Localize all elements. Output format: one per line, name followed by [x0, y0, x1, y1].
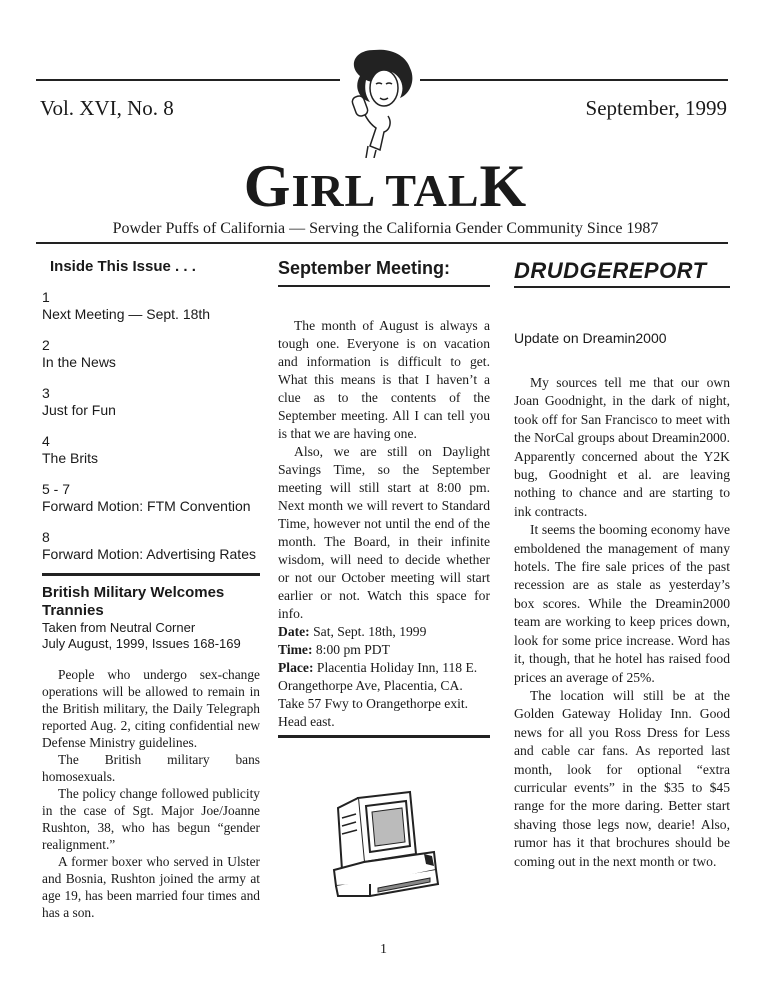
drudge-subheading: Update on Dreamin2000	[514, 330, 667, 346]
newsletter-subtitle: Powder Puffs of California — Serving the California Gender Community Since 1987	[112, 220, 659, 237]
inside-issue-heading: Inside This Issue . . .	[50, 258, 196, 275]
british-article-heading: British Military Welcomes Trannies	[42, 584, 225, 619]
british-source: Taken from Neutral Corner	[42, 620, 196, 635]
paragraph: Also, we are still on Daylight Savings Time, so the September meeting will still start at 8:00 pm. Next month we will revert to Standard Time, however not until the end of the month. The Board, in their infinite wisdom, will need to decide whether or not our October meeting will start earlier or not. Watch this space for info.	[278, 444, 490, 621]
middle-column	[278, 258, 490, 738]
drudge-body	[514, 374, 730, 871]
toc-item[interactable]: 8 Forward Motion: Advertising Rates	[42, 529, 256, 562]
toc-item[interactable]: 1 Next Meeting — Sept. 18th	[42, 289, 211, 322]
meeting-details	[278, 623, 490, 731]
british-source-issue: July August, 1999, Issues 168-169	[42, 636, 241, 651]
computer-icon	[330, 788, 440, 908]
date-label: Date:	[278, 624, 310, 639]
meeting-end-rule	[278, 735, 490, 738]
meeting-heading: September Meeting:	[278, 258, 451, 278]
date-value: Sat, Sept. 18th, 1999	[309, 624, 427, 639]
paragraph: The location will still be at the Golden Gateway Holiday Inn. Good news for all you Ross Dress for Less and cable car fans. As reported last month, look for optional “extra curricular events” in the $35 to $45 range for the more daring. Better start shaving those legs now, dearie! Also, rumor has it that brochures should be coming out in the next month or two.	[514, 687, 730, 869]
place-label: Place:	[278, 660, 314, 675]
newsletter-title	[0, 152, 771, 221]
meeting-body	[278, 317, 490, 623]
paragraph: People who undergo sex-change operations will be allowed to remain in the British military, the Daily Telegraph reported Aug. 2, citing confidential new Defense Ministry guidelines.	[42, 667, 260, 750]
drudge-heading-rule	[514, 286, 730, 288]
title-final-k: K	[479, 153, 528, 219]
toc-item[interactable]: 3 Just for Fun	[42, 385, 116, 418]
toc-item[interactable]: 2 In the News	[42, 337, 116, 370]
paragraph: It seems the booming economy have emboldened the management of many hotels. The fire sale prices of the past recession are as stale as yesterday’s box scores. While the Dreamin2000 team are working to keep prices down, look for some price increase. Word has it, though, that he hotel has raised food prices an average of 25%.	[514, 522, 730, 685]
paragraph: A former boxer who served in Ulster and Bosnia, Rushton joined the army at age 19, has been married four times and has a son.	[42, 854, 260, 920]
masthead-bottom-rule	[36, 242, 728, 244]
volume-number: Vol. XVI, No. 8	[40, 96, 174, 120]
meeting-heading-rule	[278, 285, 490, 287]
woman-on-phone-logo	[340, 46, 420, 158]
paragraph: The British military bans homosexuals.	[42, 752, 260, 784]
title-middle: IRL TAL	[291, 165, 480, 216]
toc-divider	[42, 573, 260, 576]
left-column	[42, 258, 260, 921]
time-value: 8:00 pm PDT	[312, 642, 390, 657]
time-label: Time:	[278, 642, 313, 657]
title-initial-g: G	[243, 153, 292, 219]
masthead-top-rule-right	[420, 79, 728, 81]
toc-item[interactable]: 5 - 7 Forward Motion: FTM Convention	[42, 481, 251, 514]
paragraph: The month of August is always a tough one. Everyone is on vacation and information is difficult to get. What this means is that I haven’t a clue as to the contents of the September meeting. All I can tell you is that we are having one.	[278, 318, 490, 441]
paragraph: My sources tell me that our own Joan Goodnight, in the dark of night, took off for San Francisco to meet with the NorCal groups about Dreamin2000. Apparently concerned about the Y2K bug, Goodnight et al. are leaving nothing to chance and are starting to ink contracts.	[514, 375, 730, 519]
toc-item[interactable]: 4 The Brits	[42, 433, 99, 466]
drudge-report-heading: DRUDGEREPORT	[514, 258, 707, 283]
british-article-body	[42, 666, 260, 921]
masthead-top-rule	[36, 79, 340, 81]
page-number: 1	[380, 942, 387, 957]
issue-date: September, 1999	[585, 96, 727, 120]
place-value: Placentia Holiday Inn, 118 E. Orangethorpe Ave, Placentia, CA. Take 57 Fwy to Orangethorpe exit. Head east.	[278, 660, 478, 729]
paragraph: The policy change followed publicity in the case of Sgt. Major Joe/Joanne Rushton, 38, who has begun “gender realignment.”	[42, 786, 260, 852]
right-column	[514, 258, 730, 871]
